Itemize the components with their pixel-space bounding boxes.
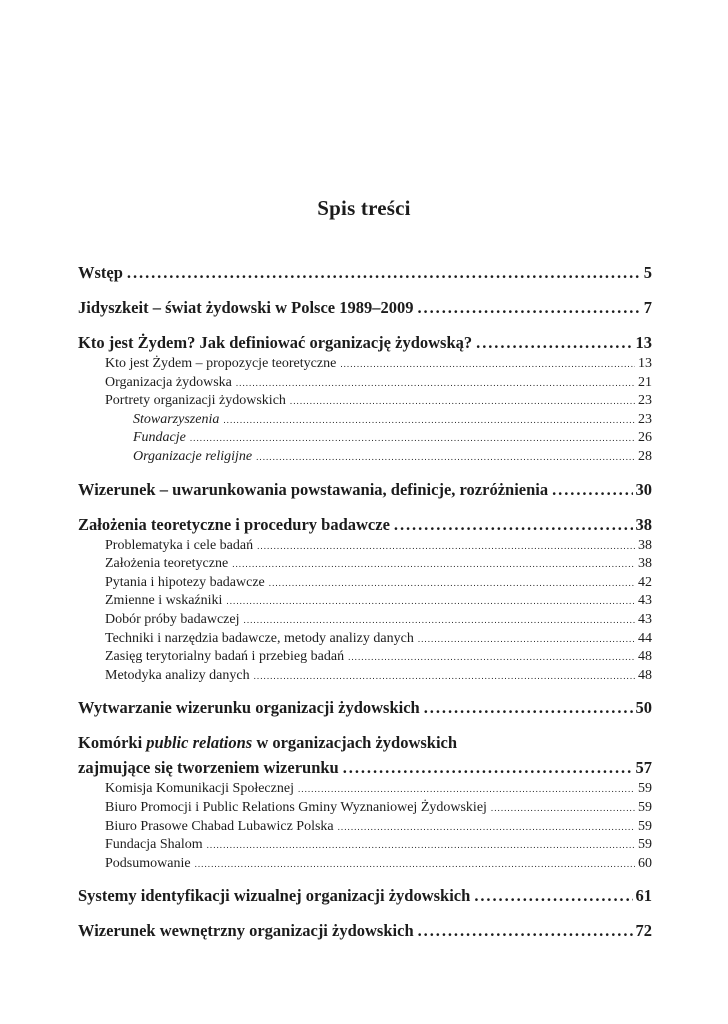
toc-entry-label: Wstęp — [78, 263, 123, 282]
toc-entry-page: 61 — [635, 886, 652, 906]
dot-leader — [236, 374, 635, 393]
toc-subentry[interactable] — [78, 537, 652, 556]
toc-entry[interactable] — [78, 918, 652, 943]
toc-section-systemy — [78, 883, 652, 908]
toc-subentry[interactable] — [78, 555, 652, 574]
toc-subsubentry-label: Organizacje religijne — [133, 448, 253, 464]
dot-leader — [207, 836, 635, 855]
toc-entry-page: 5 — [643, 263, 652, 282]
toc-subentry-page: 59 — [638, 837, 652, 853]
toc-subentry[interactable] — [78, 374, 652, 393]
toc-subentry-label: Fundacja Shalom — [105, 837, 203, 853]
toc-entry-page: 7 — [643, 298, 652, 317]
toc-subentry[interactable] — [78, 355, 652, 374]
dot-leader — [394, 512, 633, 537]
toc-entry-page: 72 — [635, 921, 652, 941]
dot-leader — [127, 260, 641, 285]
toc-entry[interactable] — [78, 883, 652, 908]
toc-entry-first-line[interactable] — [78, 730, 652, 755]
toc-subentry-page: 60 — [638, 855, 652, 871]
toc-subentry-label: Podsumowanie — [105, 855, 191, 871]
toc-subentry-label: Metodyka analizy danych — [105, 667, 250, 683]
toc-entry-label: Wizerunek – uwarunkowania powstawania, definicje, rozróżnienia — [78, 479, 549, 499]
toc-subsubentry-page: 23 — [638, 411, 652, 427]
toc-subentry-page: 59 — [638, 818, 652, 834]
toc-section-wizerunek-wewnetrzny — [78, 918, 652, 943]
dot-leader — [338, 818, 635, 837]
dot-leader — [256, 448, 635, 467]
toc-subentry-label: Założenia teoretyczne — [105, 556, 229, 572]
toc-subsubentry[interactable] — [78, 429, 652, 448]
toc-section-komorki-pr — [78, 730, 652, 873]
toc-entry-page: 30 — [635, 479, 652, 499]
dot-leader — [195, 855, 635, 874]
dot-leader — [418, 918, 633, 943]
toc-subentry[interactable] — [78, 780, 652, 799]
toc-entry-label: zajmujące się tworzeniem wizerunku — [78, 758, 339, 778]
dot-leader — [226, 592, 635, 611]
dot-leader — [298, 780, 635, 799]
dot-leader — [254, 667, 635, 686]
toc-subsubentry[interactable] — [78, 448, 652, 467]
toc-section-zalozenia — [78, 512, 652, 686]
toc-subentry-page: 44 — [638, 630, 652, 646]
page-title: Spis treści — [317, 196, 411, 220]
toc-subentry-page: 59 — [638, 799, 652, 815]
toc-subentry-page: 59 — [638, 781, 652, 797]
toc-subentry[interactable] — [78, 836, 652, 855]
toc-subentry-page: 23 — [638, 393, 652, 409]
toc-subentry[interactable] — [78, 855, 652, 874]
dot-leader — [257, 537, 635, 556]
table-of-contents — [78, 260, 652, 953]
toc-section-wizerunek — [78, 477, 652, 502]
dot-leader — [223, 411, 635, 430]
toc-subentry[interactable] — [78, 574, 652, 593]
dot-leader — [244, 611, 635, 630]
toc-subentry-label: Pytania i hipotezy badawcze — [105, 574, 265, 590]
toc-entry-label: Systemy identyfikacji wizualnej organizacji żydowskich — [78, 886, 471, 906]
dot-leader — [491, 799, 635, 818]
toc-section-wytwarzanie — [78, 695, 652, 720]
toc-subentry-label: Zmienne i wskaźniki — [105, 593, 223, 609]
toc-entry-page: 57 — [635, 758, 652, 778]
toc-entry-page: 38 — [635, 514, 652, 534]
toc-subentry-label: Problematyka i cele badań — [105, 537, 254, 553]
dot-leader — [476, 330, 632, 355]
dot-leader — [190, 429, 635, 448]
toc-subentry-label: Komisja Komunikacji Społecznej — [105, 781, 294, 797]
toc-subsubentry-page: 28 — [638, 448, 652, 464]
toc-subentry-label: Biuro Prasowe Chabad Lubawicz Polska — [105, 818, 334, 834]
toc-subentry-page: 42 — [638, 574, 652, 590]
toc-entry-label: Kto jest Żydem? Jak definiować organizację żydowską? — [78, 333, 473, 352]
toc-subsubentry-label: Fundacje — [133, 430, 186, 446]
toc-entry-page: 13 — [635, 333, 652, 352]
dot-leader — [343, 755, 633, 780]
toc-entry[interactable] — [78, 512, 652, 537]
dot-leader — [348, 648, 635, 667]
toc-entry-label-part: Komórki — [78, 733, 147, 753]
dot-leader — [232, 555, 635, 574]
toc-entry[interactable] — [78, 295, 652, 320]
toc-subentry[interactable] — [78, 392, 652, 411]
toc-subentry-page: 43 — [638, 611, 652, 627]
toc-subsubentry[interactable] — [78, 411, 652, 430]
toc-subentry[interactable] — [78, 611, 652, 630]
toc-subentry-label: Zasięg terytorialny badań i przebieg badań — [105, 649, 345, 665]
toc-subentry[interactable] — [78, 648, 652, 667]
toc-subentry[interactable] — [78, 667, 652, 686]
toc-entry[interactable] — [78, 260, 652, 285]
toc-subentry[interactable] — [78, 818, 652, 837]
toc-entry-label: Wytwarzanie wizerunku organizacji żydowskich — [78, 698, 420, 718]
toc-subentry-page: 21 — [638, 374, 652, 390]
toc-subentry-page: 38 — [638, 556, 652, 572]
toc-subentry-label: Techniki i narzędzia badawcze, metody analizy danych — [105, 630, 414, 646]
toc-subentry-label: Kto jest Żydem – propozycje teoretyczne — [105, 356, 337, 371]
toc-subentry-label: Biuro Promocji i Public Relations Gminy Wyznaniowej Żydowskiej — [105, 799, 487, 815]
toc-subentry-page: 43 — [638, 593, 652, 609]
dot-leader — [418, 630, 635, 649]
toc-subentry-page: 48 — [638, 667, 652, 683]
dot-leader — [552, 477, 632, 502]
toc-section-wstep — [78, 260, 652, 285]
dot-leader — [340, 355, 635, 374]
toc-entry-label: Założenia teoretyczne i procedury badawcze — [78, 514, 390, 534]
toc-subentry[interactable] — [78, 799, 652, 818]
dot-leader — [290, 392, 635, 411]
toc-entry[interactable] — [78, 695, 652, 720]
dot-leader — [474, 883, 632, 908]
toc-entry-label-italic: public relations — [146, 733, 253, 753]
dot-leader — [418, 295, 641, 320]
toc-subentry-label: Organizacja żydowska — [105, 374, 232, 390]
toc-section-kto-jest-zydem — [78, 330, 652, 467]
toc-subentry-label: Dobór próby badawczej — [105, 611, 240, 627]
toc-entry-label: Wizerunek wewnętrzny organizacji żydowskich — [78, 921, 414, 941]
toc-subentry-page: 38 — [638, 537, 652, 553]
toc-entry[interactable] — [78, 330, 652, 355]
toc-subentry[interactable] — [78, 592, 652, 611]
toc-subsubentry-label: Stowarzyszenia — [133, 411, 220, 427]
toc-entry-page: 50 — [635, 698, 652, 718]
toc-entry[interactable] — [78, 477, 652, 502]
dot-leader — [424, 695, 633, 720]
toc-entry-label: Jidyszkeit – świat żydowski w Polsce 1989–2009 — [78, 298, 414, 317]
toc-entry-label-part: w organizacjach żydowskich — [252, 733, 458, 753]
toc-entry[interactable] — [78, 755, 652, 780]
toc-subsubentry-page: 26 — [638, 430, 652, 446]
dot-leader — [269, 574, 635, 593]
toc-section-jidyszkeit — [78, 295, 652, 320]
toc-subentry[interactable] — [78, 630, 652, 649]
toc-subentry-page: 48 — [638, 649, 652, 665]
toc-subentry-label: Portrety organizacji żydowskich — [105, 393, 286, 409]
toc-subentry-page: 13 — [638, 356, 652, 371]
